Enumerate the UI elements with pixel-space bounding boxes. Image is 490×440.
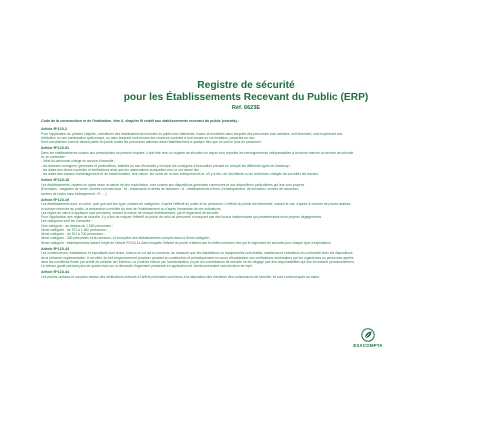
article-block: [41, 146, 451, 176]
article-text-line: Sont considérées comme faisant partie du public toutes les personnes admises dans l'établissement à quelque titre que ce soit en plus du personnel.: [41, 140, 262, 145]
exacompta-leaf-icon: [361, 328, 375, 342]
document-page: [41, 80, 451, 279]
article-text-line: la surface réservée au public, la déclaration contrôlée du chef de l'établissement ou d'après l'ensemble de ces indications.: [41, 206, 222, 211]
article-block: [41, 198, 451, 245]
article-block: [41, 247, 451, 269]
article-text-line: Dans les établissements soumis aux prescriptions du présent chapitre, il doit être tenu un registre de sécurité sur lequel sont reportés les renseignements indispensables à la bonne marche du service de sécurité: [41, 150, 354, 155]
article-text-line: - l'état du personnel chargé du service d'incendie ;: [41, 159, 116, 164]
article-title: Article R*123-44: [41, 270, 70, 275]
article-block: [41, 178, 451, 195]
article-text-line: 4ème catégorie : 300 personnes et au-dessous, à l'exception des établissements compris dans la 5ème catégorie ;: [41, 236, 211, 241]
article-text-line: Le silence gardé pendant plus de quatre mois sur la demande d'agrément présentée en application de l'alinéa précédent vaut décision de rejet.: [41, 264, 253, 269]
article-title: Article R*123-18: [41, 178, 70, 183]
article-title: Article R*123-2: [41, 127, 68, 131]
article-text-line: rétribution ou une participation quelconque, ou dans lesquels sont tenues des réunions ouvertes à tout venant ou sur invitation, payantes ou non.: [41, 135, 256, 140]
brand-logo: [348, 328, 388, 352]
article-text-line: - les diverses consignes, générales et particulières, établies en cas d'incendie y compris les consignes d'évacuation prenant en compte les différents types de handicap ;: [41, 163, 291, 168]
document-title-line2: pour les Établissements Recevant du Public (ERP): [123, 92, 369, 103]
article-text-line: - les dates des travaux d'aménagement et de transformation, leur nature, les noms de ou des entrepreneurs et, s'il y a lieu, de l'architecte ou du technicien chargés de surveiller les travaux.: [41, 172, 319, 177]
article-text-line: 5ème catégorie : établissements faisant l'objet de l'article R*123-14 dans lesquels l'effectif du public n'atteint pas le chiffre minimum fixé par le règlement de sécurité pour chaque type d'exploitation.: [41, 240, 332, 245]
article-text-line: et, en particulier :: [41, 155, 67, 160]
article-text-line: 2ème catégorie : de 701 à 1 500 personnes ;: [41, 227, 108, 232]
document-title-line1: Registre de sécurité: [197, 80, 295, 91]
article-text-line: Pour l'application des règles de sécurité, il y a lieu de majorer l'effectif du public de celui du personnel n'occupant pas des locaux indépendants qui posséderaient leurs propres dégagements.: [41, 215, 323, 220]
article-title: Article R*123-43: [41, 246, 70, 251]
article-text-line: centres de loisirs sans hébergement : R ; ...): [41, 191, 107, 196]
article-title: Article R*123-51: [41, 146, 70, 151]
article-title: Article R*123-19: [41, 197, 70, 202]
article-block: [41, 270, 451, 279]
article-block: [41, 127, 451, 144]
article-text-line: 3ème catégorie : de 301 à 700 personnes ;: [41, 232, 105, 237]
article-text-line: - les dates des divers contrôles et vérifications ainsi que les observations auxquelles ceux-ci ont donné lieu ;: [41, 167, 202, 172]
article-text-line: Les procès-verbaux et comptes rendus des vérifications prévues à l'article précédent sont tenus à la disposition des membres des commissions de sécurité. Ils sont communiqués au maire.: [41, 275, 320, 280]
brand-name: EXACOMPTA: [353, 343, 383, 348]
reference-number: Réf. 6623E: [231, 105, 261, 111]
title-block: [41, 80, 451, 113]
legal-source-line: Code de la construction et de l'habitation, titre II, chapitre III relatif aux établissements recevant du public (extraits) :: [41, 119, 240, 123]
article-text-line: Les règles de calcul à appliquer sont précisées, suivant la nature de chaque établissement, par le règlement de sécurité.: [41, 210, 220, 215]
articles-list: [41, 127, 451, 279]
article-text-line: Pour l'application du présent chapitre, constituent des établissements recevant du public tous bâtiments, locaux et enceintes dans lesquels des personnes sont admises, soit librement, soit moyennant une: [41, 131, 343, 136]
article-text-line: 1ère catégorie : au-dessus de 1 500 personnes ;: [41, 223, 113, 228]
article-text-line: dans les conditions fixées par arrêté du ministre de l'intérieur. Le contrôle exercé par l'administration ou par les commissions de sécurité ne les dégage pas des responsabilités qui leur incombent personnellement.: [41, 259, 355, 264]
article-text-line: de la présente réglementation. A cet effet, ils font respectivement procéder pendant la construction et périodiquement en cours d'exploitation aux vérifications nécessaires par les organismes ou personnes agréés: [41, 255, 354, 260]
article-text-line: Les catégories sont les suivantes :: [41, 219, 93, 224]
article-text-line: Les établissements sont, en outre, quel que soit leur type, classés en catégories, d'après l'effectif du public et du personnel. L'effectif du public est déterminé, suivant le cas, d'après le nombre de places assises,: [41, 202, 352, 207]
article-text-line: Les constructeurs, installateurs et exploitants sont tenus, chacun en ce qui le concerne, de s'assurer que les installations ou équipements sont établis, maintenus et entretenus en conformité avec les dispositions: [41, 251, 353, 256]
article-text-line: (Exemples : magasins de vente, centres commerciaux : M - restaurants et débits de boissons : N - établissements d'éveil, d'enseignement, de formation, centres de vacances,: [41, 187, 299, 192]
article-text-line: Les établissements, répartis en types selon la nature de leur exploitation, sont soumis aux dispositions générales communes et aux dispositions particulières qui leur sont propres.: [41, 183, 306, 188]
